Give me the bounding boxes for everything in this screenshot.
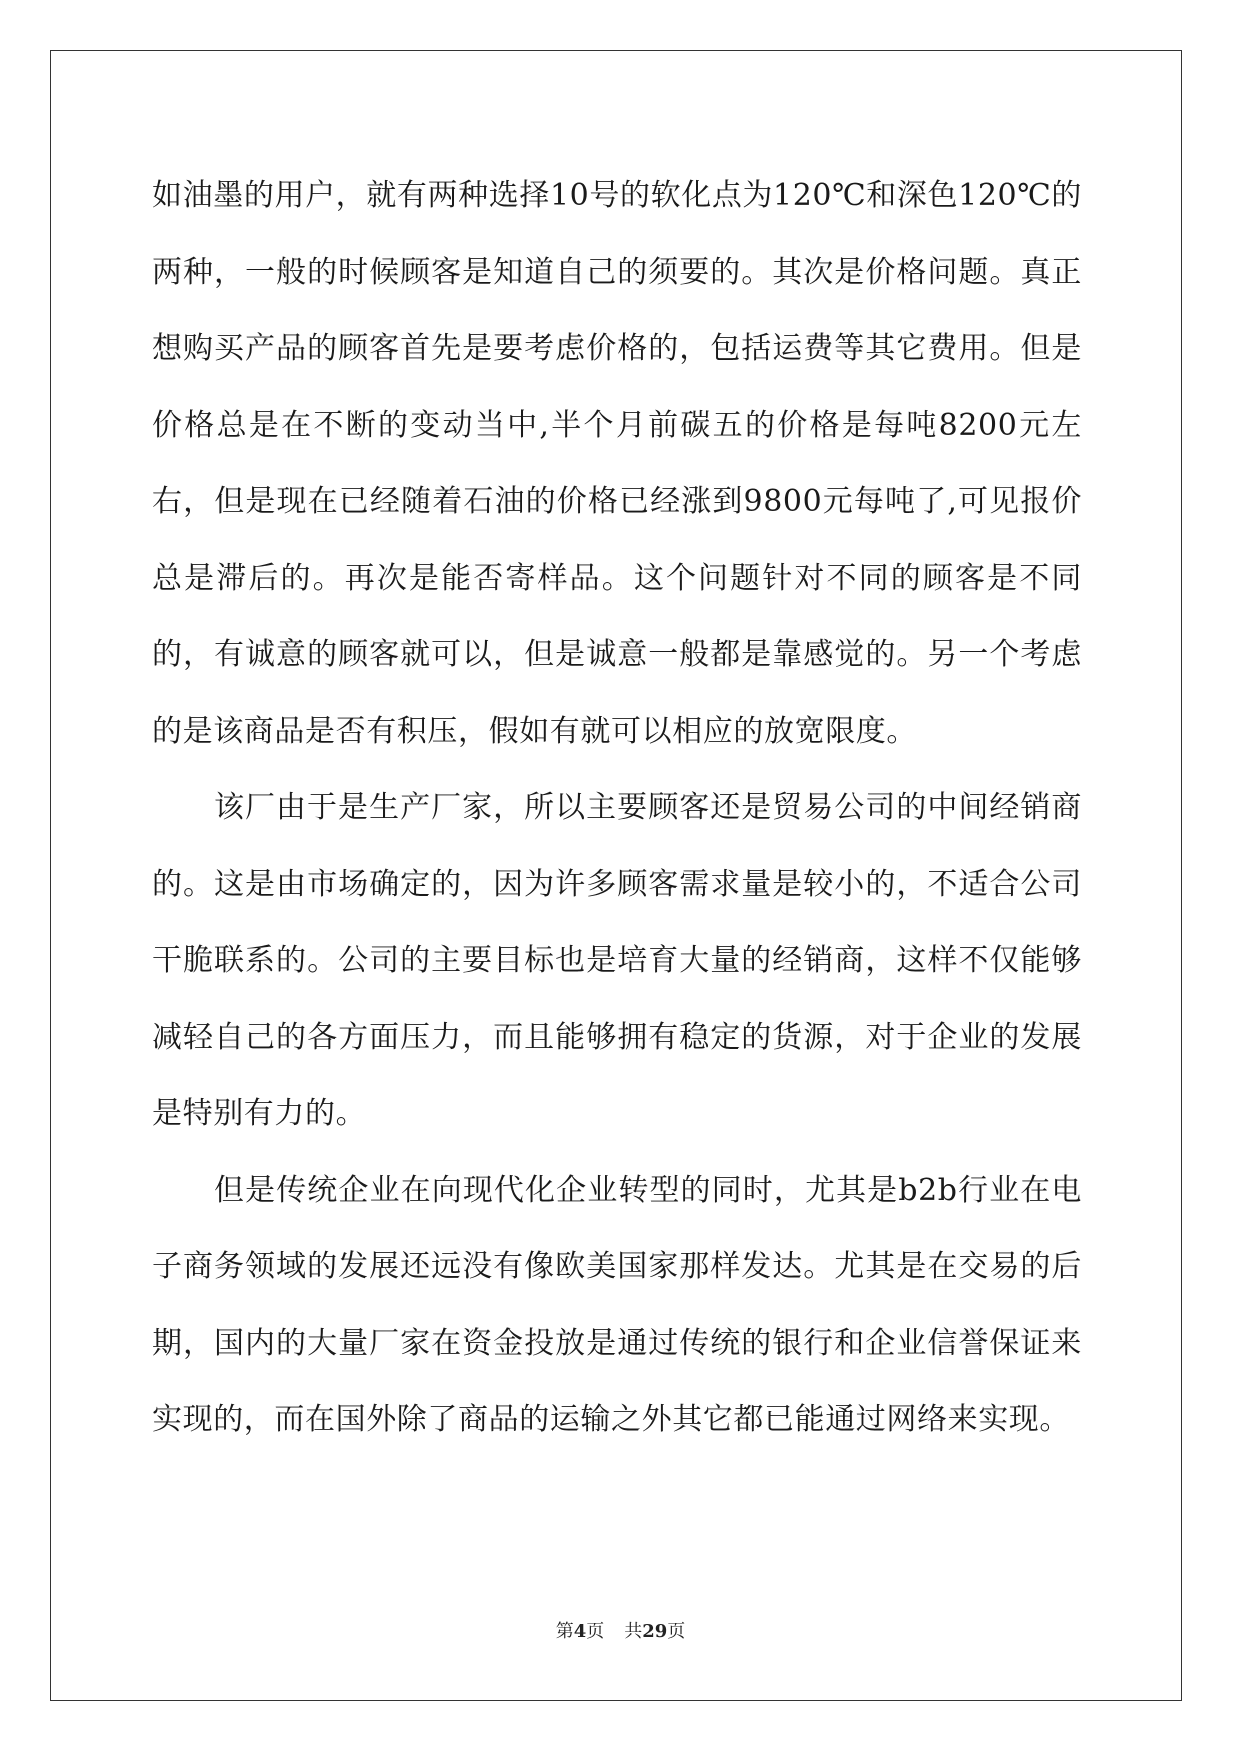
paragraph-3: 但是传统企业在向现代化企业转型的同时，尤其是b2b行业在电子商务领域的发展还远没有像欧美国家那样发达。尤其是在交易的后期，国内的大量厂家在资金投放是通过传统的银行和企业信誉保证来实现的，而在国外除了商品的运输之外其它都已能通过网络来实现。 bbox=[152, 1172, 1082, 1437]
total-suffix: 页 bbox=[667, 1621, 686, 1642]
total-prefix: 共 bbox=[624, 1621, 643, 1642]
page-footer bbox=[0, 1617, 1241, 1643]
total-pages: 29 bbox=[642, 1621, 668, 1642]
document-body bbox=[152, 158, 1082, 1459]
page-number: 4 bbox=[573, 1621, 587, 1642]
page-suffix: 页 bbox=[586, 1621, 605, 1642]
paragraph-1: 如油墨的用户，就有两种选择10号的软化点为120℃和深色120℃的两种，一般的时候顾客是知道自己的须要的。其次是价格问题。真正想购买产品的顾客首先是要考虑价格的，包括运费等其它费用。但是价格总是在不断的变动当中,半个月前碳五的价格是每吨8200元左右，但是现在已经随着石油的价格已经涨到9800元每吨了,可见报价总是滞后的。再次是能否寄样品。这个问题针对不同的顾客是不同的，有诚意的顾客就可以，但是诚意一般都是靠感觉的。另一个考虑的是该商品是否有积压，假如有就可以相应的放宽限度。 bbox=[152, 178, 1082, 749]
page-prefix: 第 bbox=[555, 1621, 574, 1642]
paragraph-2: 该厂由于是生产厂家，所以主要顾客还是贸易公司的中间经销商的。这是由市场确定的，因为许多顾客需求量是较小的，不适合公司干脆联系的。公司的主要目标也是培育大量的经销商，这样不仅能够减轻自己的各方面压力，而且能够拥有稳定的货源，对于企业的发展是特别有力的。 bbox=[152, 790, 1082, 1131]
